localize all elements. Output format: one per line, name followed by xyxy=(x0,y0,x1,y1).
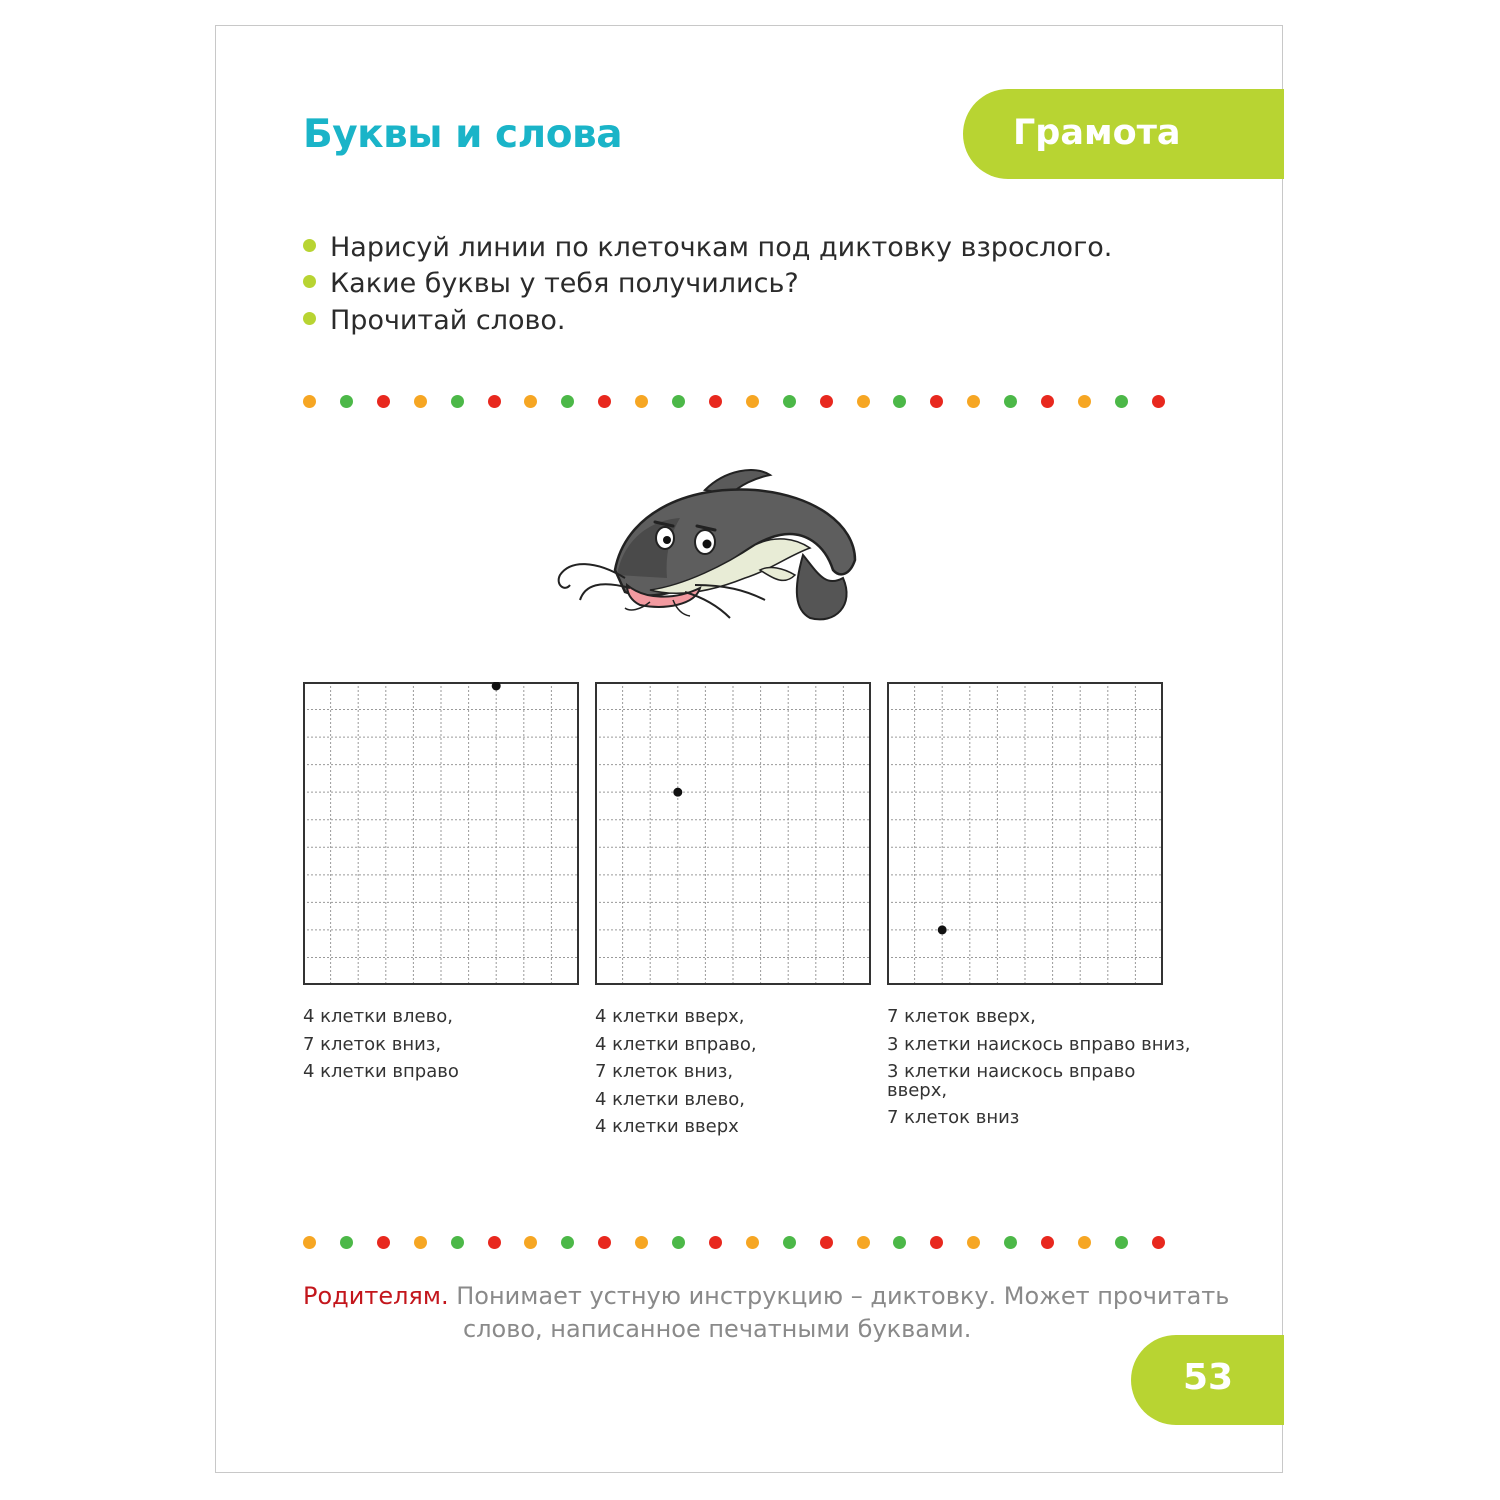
bullet-icon xyxy=(303,312,316,325)
subject-tab xyxy=(963,89,1284,179)
divider-dot xyxy=(1041,1236,1054,1249)
start-point xyxy=(492,682,501,691)
step-text: 7 клеток вверх, xyxy=(887,1006,1036,1027)
page-number-tab xyxy=(1131,1335,1284,1425)
divider-dot xyxy=(561,395,574,408)
divider-dot xyxy=(746,1236,759,1249)
step-text: 7 клеток вниз xyxy=(887,1107,1020,1128)
step-text: 4 клетки вверх, xyxy=(595,1006,745,1027)
divider-dot xyxy=(303,1236,316,1249)
parents-text-line1: Понимает устную инструкцию – диктовку. Может прочитать xyxy=(456,1282,1230,1310)
step-text: 4 клетки влево, xyxy=(303,1006,453,1027)
divider-dot xyxy=(635,395,648,408)
divider-dot xyxy=(340,395,353,408)
divider-dot xyxy=(561,1236,574,1249)
page-number: 53 xyxy=(1183,1357,1234,1398)
divider-dot xyxy=(893,395,906,408)
divider-dot xyxy=(524,395,537,408)
divider-dot xyxy=(1078,395,1091,408)
divider-dot xyxy=(893,1236,906,1249)
divider-dot xyxy=(414,1236,427,1249)
divider-dot xyxy=(524,1236,537,1249)
step-text: 4 клетки вправо xyxy=(303,1061,459,1082)
parents-text-line2: слово, написанное печатными буквами. xyxy=(463,1315,972,1343)
step-text: 3 клетки наискось вправо вниз, xyxy=(887,1033,1191,1055)
divider-dot xyxy=(488,1236,501,1249)
parents-note xyxy=(303,1280,1229,1346)
divider-dot xyxy=(783,395,796,408)
dotted-divider-top xyxy=(303,395,1173,415)
divider-dot xyxy=(857,395,870,408)
divider-dot xyxy=(672,395,685,408)
divider-dot xyxy=(598,395,611,408)
divider-dot xyxy=(1004,1236,1017,1249)
section-title: Буквы и слова xyxy=(303,112,623,157)
bullet-icon xyxy=(303,275,316,288)
dotted-divider-bottom xyxy=(303,1236,1173,1256)
drawing-grid-1 xyxy=(303,682,579,985)
divider-dot xyxy=(451,395,464,408)
dictation-steps-2 xyxy=(595,1003,757,1141)
divider-dot xyxy=(1115,1236,1128,1249)
step-text: 7 клеток вниз, xyxy=(303,1033,442,1055)
instruction-item xyxy=(303,232,1112,263)
divider-dot xyxy=(414,395,427,408)
start-point xyxy=(938,925,947,934)
divider-dot xyxy=(967,1236,980,1249)
divider-dot xyxy=(1004,395,1017,408)
start-point xyxy=(673,788,682,797)
step-text: 4 клетки влево, xyxy=(595,1088,745,1110)
divider-dot xyxy=(709,395,722,408)
divider-dot xyxy=(930,1236,943,1249)
divider-dot xyxy=(1041,395,1054,408)
divider-dot xyxy=(488,395,501,408)
divider-dot xyxy=(1078,1236,1091,1249)
divider-dot xyxy=(783,1236,796,1249)
divider-dot xyxy=(857,1236,870,1249)
step-text: 3 клетки наискось вправо вверх, xyxy=(887,1061,1136,1101)
drawing-grid-2 xyxy=(595,682,871,985)
subject-label: Грамота xyxy=(1013,113,1181,153)
instruction-text: Какие буквы у тебя получились? xyxy=(330,268,799,299)
divider-dot xyxy=(746,395,759,408)
dictation-steps-1 xyxy=(303,1003,459,1086)
divider-dot xyxy=(451,1236,464,1249)
divider-dot xyxy=(377,395,390,408)
bullet-icon xyxy=(303,239,316,252)
divider-dot xyxy=(930,395,943,408)
parents-label: Родителям. xyxy=(303,1282,449,1310)
divider-dot xyxy=(967,395,980,408)
instruction-text: Прочитай слово. xyxy=(330,305,566,336)
divider-dot xyxy=(1152,1236,1165,1249)
instruction-item xyxy=(303,305,566,336)
step-text: 4 клетки вверх xyxy=(595,1116,739,1137)
divider-dot xyxy=(377,1236,390,1249)
divider-dot xyxy=(303,395,316,408)
drawing-grid-3 xyxy=(887,682,1163,985)
divider-dot xyxy=(672,1236,685,1249)
instruction-text: Нарисуй линии по клеточкам под диктовку взрослого. xyxy=(330,232,1113,263)
step-text: 7 клеток вниз, xyxy=(595,1061,734,1082)
divider-dot xyxy=(340,1236,353,1249)
divider-dot xyxy=(820,1236,833,1249)
divider-dot xyxy=(1152,395,1165,408)
divider-dot xyxy=(820,395,833,408)
divider-dot xyxy=(598,1236,611,1249)
instruction-item xyxy=(303,268,799,299)
divider-dot xyxy=(635,1236,648,1249)
catfish-illustration xyxy=(555,460,885,625)
divider-dot xyxy=(709,1236,722,1249)
divider-dot xyxy=(1115,395,1128,408)
dictation-steps-3 xyxy=(887,1003,1190,1132)
step-text: 4 клетки вправо, xyxy=(595,1033,757,1055)
